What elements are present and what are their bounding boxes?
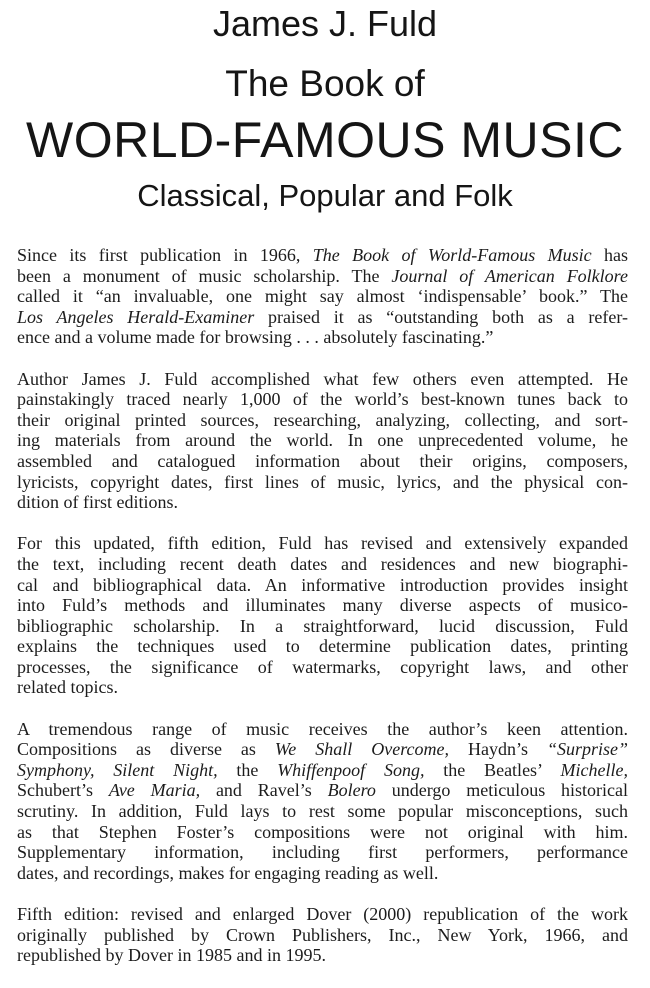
italic-title: Los Angeles Herald-Examiner — [17, 306, 255, 327]
author-name: James J. Fuld — [212, 3, 438, 44]
text-run: Author James J. Fuld accomplished what few others even attempted. He — [17, 368, 628, 389]
text-run: the — [217, 759, 278, 780]
text-line — [17, 677, 628, 698]
text-line — [17, 822, 628, 843]
text-run: the text, including recent death dates and residences and new biographi- — [17, 553, 628, 574]
text-line — [17, 945, 628, 966]
text-line — [17, 307, 628, 328]
text-line — [17, 245, 628, 266]
text-line — [17, 533, 628, 554]
italic-title: Bolero — [327, 780, 376, 801]
text-line — [17, 739, 628, 760]
text-run: Compositions as diverse as — [17, 739, 275, 760]
italic-title: “Surprise” — [546, 739, 629, 760]
text-line — [17, 430, 628, 451]
italic-title: Journal of American Folklore — [391, 265, 629, 286]
text-run: A tremendous range of music receives the author’s keen attention. — [17, 718, 628, 739]
text-run: processes, the significance of watermarks, copyright laws, and other — [17, 656, 628, 677]
italic-title: Ave Maria, — [108, 780, 201, 801]
text-line — [17, 719, 628, 740]
text-run: undergo meticulous historical — [375, 780, 628, 801]
text-line — [17, 410, 628, 431]
italic-title: Whiffenpoof Song, — [277, 759, 425, 780]
text-run: has — [591, 245, 628, 265]
text-line — [17, 657, 628, 678]
text-run: cal and bibliographical data. An informative introduction provides insight — [17, 574, 628, 595]
text-line — [17, 492, 628, 513]
italic-title: We Shall Overcome, — [274, 739, 450, 760]
text-run: painstakingly traced nearly 1,000 of the world’s best-known tunes back to — [17, 389, 628, 410]
text-line — [17, 801, 628, 822]
paragraph — [17, 369, 628, 513]
text-run: into Fuld’s methods and illuminates many diverse aspects of musico- — [17, 595, 628, 616]
text-run: republished by Dover in 1985 and in 1995. — [17, 945, 326, 966]
text-line — [17, 760, 628, 781]
text-run: praised it as “outstanding both as a refer- — [254, 306, 628, 327]
text-run: called it “an invaluable, one might say almost ‘indispensable’ book.” The — [17, 286, 628, 307]
text-run: For this updated, fifth edition, Fuld has revised and extensively expanded — [17, 533, 628, 554]
text-run: explains the techniques used to determine publication dates, printing — [17, 636, 628, 657]
paragraph — [17, 533, 628, 698]
description-body — [17, 245, 628, 986]
text-run: been a monument of music scholarship. The — [17, 265, 392, 286]
text-run: dition of first editions. — [17, 492, 178, 513]
title-line-1: The Book of — [225, 63, 425, 104]
paragraph — [17, 245, 628, 348]
text-line — [17, 286, 628, 307]
text-run: Supplementary information, including first performers, performance — [17, 842, 628, 863]
italic-title: Michelle, — [560, 759, 628, 780]
text-line — [17, 636, 628, 657]
paragraph — [17, 719, 628, 884]
text-run: lyricists, copyright dates, first lines of music, lyrics, and the physical con- — [17, 471, 628, 492]
text-line — [17, 595, 628, 616]
text-line — [17, 369, 628, 390]
text-run: Since its first publication in 1966, — [17, 245, 313, 265]
text-run: dates, and recordings, makes for engaging reading as well. — [17, 862, 439, 883]
text-line — [17, 925, 628, 946]
text-line — [17, 575, 628, 596]
text-line — [17, 389, 628, 410]
italic-title: Symphony, Silent Night, — [17, 759, 218, 780]
text-line — [17, 327, 628, 348]
text-run: assembled and catalogued information about their origins, composers, — [17, 450, 628, 471]
text-run: originally published by Crown Publishers, Inc., New York, 1966, and — [17, 924, 628, 945]
text-run: ence and a volume made for browsing . . . absolutely fascinating.” — [17, 327, 494, 348]
subtitle: Classical, Popular and Folk — [137, 178, 513, 213]
text-line — [17, 554, 628, 575]
text-run: and Ravel’s — [200, 780, 328, 801]
text-line — [17, 451, 628, 472]
text-line — [17, 904, 628, 925]
text-line — [17, 863, 628, 884]
text-run: Haydn’s — [449, 739, 547, 760]
text-line — [17, 780, 628, 801]
text-run: ing materials from around the world. In one unprecedented volume, he — [17, 430, 628, 451]
text-run: Fifth edition: revised and enlarged Dover (2000) republication of the work — [17, 904, 628, 924]
italic-title: The Book of World-Famous Music — [312, 245, 592, 265]
text-run: scrutiny. In addition, Fuld lays to rest some popular misconceptions, such — [17, 801, 628, 822]
text-run: bibliographic scholarship. In a straightforward, lucid discussion, Fuld — [17, 615, 628, 636]
paragraph — [17, 904, 628, 966]
text-run: Schubert’s — [17, 780, 109, 801]
text-run: the Beatles’ — [424, 759, 561, 780]
text-line — [17, 266, 628, 287]
text-run: as that Stephen Foster’s compositions were not original with him. — [17, 821, 628, 842]
text-line — [17, 472, 628, 493]
title-line-2: WORLD-FAMOUS MUSIC — [26, 112, 624, 168]
text-line — [17, 616, 628, 637]
text-run: related topics. — [17, 677, 118, 698]
text-line — [17, 842, 628, 863]
text-run: their original printed sources, researching, analyzing, collecting, and sort- — [17, 409, 628, 430]
